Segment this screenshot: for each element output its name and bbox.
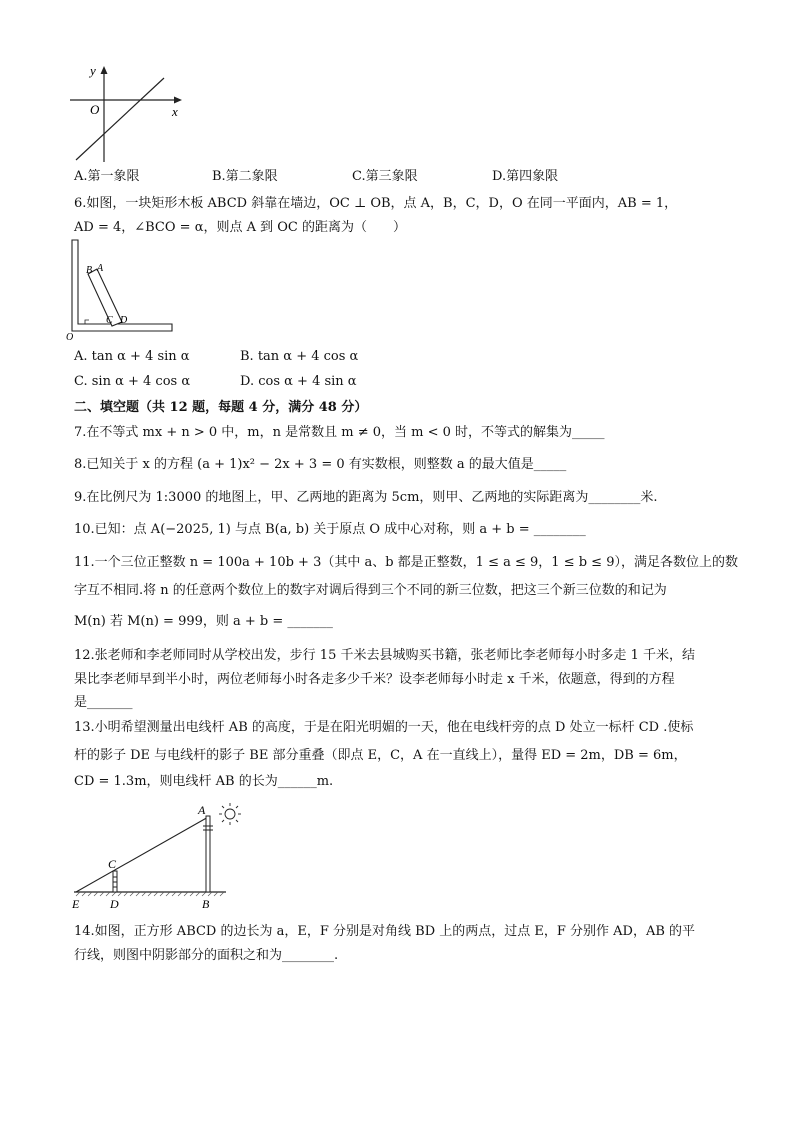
q6-line-1: 6.如图，一块矩形木板 ABCD 斜靠在墙边，OC ⊥ OB，点 A，B，C，D，O 在同一平面内，AB = 1， [74,196,678,211]
q7: 7.在不等式 mx + n > 0 中，m，n 是常数且 m ≠ 0，当 m < 0 时，不等式的解集为_____ [74,425,605,440]
q6-option-d: D. cos α + 4 sin α [240,374,357,389]
label-a: A [97,263,104,274]
q11-line-1: 11.一个三位正整数 n = 100a + 10b + 3（其中 a、b 都是正整数，1 ≤ a ≤ 9，1 ≤ b ≤ 9），满足各数位上的数 [74,555,738,570]
board-abcd [88,269,122,326]
q11-line-3: M(n) 若 M(n) = 999，则 a + b = _______ [74,614,333,629]
q9: 9.在比例尺为 1:3000 的地图上，甲、乙两地的距离为 5cm，则甲、乙两地的实际距离为________米. [74,490,658,505]
x-label: x [172,104,178,119]
y-label: y [90,63,96,78]
q6-option-c: C. sin α + 4 cos α [74,374,191,389]
section-2-heading: 二、填空题（共 12 题，每题 4 分，满分 48 分） [74,400,368,415]
label-o: O [66,332,74,342]
q10: 10.已知：点 A(−2025, 1) 与点 B(a, b) 关于原点 O 成中心对称，则 a + b = ________ [74,522,586,537]
q12-line-3: 是_______ [74,695,133,710]
label-a: A [198,803,206,817]
label-d: D [120,315,128,326]
q6-option-a: A. tan α + 4 sin α [74,349,190,364]
q13-line-1: 13.小明希望测量出电线杆 AB 的高度，于是在阳光明媚的一天，他在电线杆旁的点 D 处立一标杆 CD .使标 [74,720,694,735]
q6-line-2: AD = 4，∠BCO = α，则点 A 到 OC 的距离为（ ） [74,220,406,235]
origin-label: O [90,102,100,117]
pole-ab [206,816,210,892]
q14-line-2: 行线，则图中阴影部分的面积之和为________. [74,948,339,963]
q5-option-d: D.第四象限 [492,169,559,184]
graph-line [76,78,164,160]
q13-figure [66,794,246,914]
q6-option-b: B. tan α + 4 cos α [240,349,359,364]
q12-line-1: 12.张老师和李老师同时从学校出发，步行 15 千米去县城购买书籍，张老师比李老师每小时多走 1 千米，结 [74,648,696,663]
sun-ray-line [76,816,210,892]
x-axis-arrow [174,97,182,104]
q5-option-a: A.第一象限 [74,169,140,184]
label-b: B [86,265,93,276]
q5-figure [66,58,196,166]
label-d: D [110,897,119,911]
y-axis-arrow [101,66,108,74]
right-angle-mark [85,320,89,324]
q11-line-2: 字互不相同.将 n 的任意两个数位上的数字对调后得到三个不同的新三位数，把这三个新三位数的和记为 [74,583,667,598]
q13-line-3: CD = 1.3m，则电线杆 AB 的长为______m. [74,774,334,789]
label-b: B [202,897,210,911]
q12-line-2: 果比李老师早到半小时，两位老师每小时各走多少千米？设李老师每小时走 x 千米，依题意，得到的方程 [74,672,675,687]
q5-option-c: C.第三象限 [352,169,418,184]
q13-line-2: 杆的影子 DE 与电线杆的影子 BE 部分重叠（即点 E，C，A 在一直线上），量得 ED = 2m，DB = 6m， [74,748,687,763]
label-e: E [72,897,80,911]
q14-line-1: 14.如图，正方形 ABCD 的边长为 a，E，F 分别是对角线 BD 上的两点，过点 E，F 分别作 AD，AB 的平 [74,924,696,939]
q6-figure [66,238,178,342]
sun-icon [219,803,241,825]
label-c: C [108,857,117,871]
label-c: C [106,315,113,326]
q5-option-b: B.第二象限 [212,169,278,184]
q8: 8.已知关于 x 的方程 (a + 1)x² − 2x + 3 = 0 有实数根，则整数 a 的最大值是_____ [74,457,567,472]
